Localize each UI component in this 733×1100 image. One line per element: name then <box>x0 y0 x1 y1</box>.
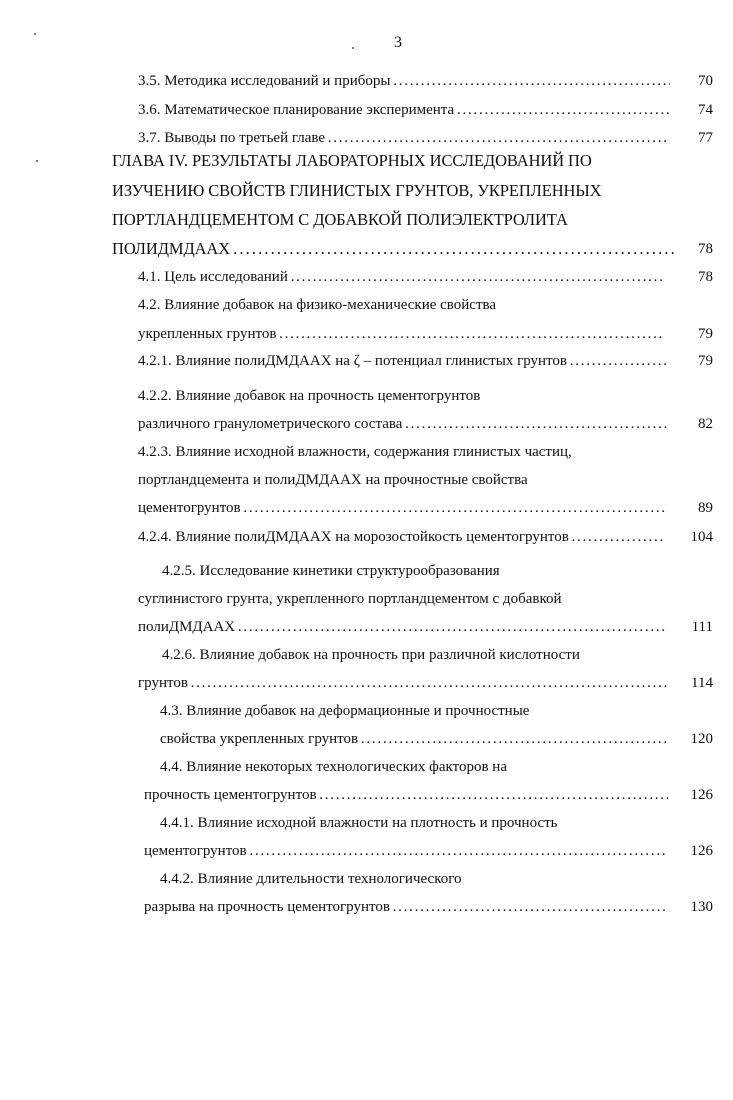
toc-entry-line: 4.2. Влияние добавок на физико-механические свойства <box>138 297 497 313</box>
toc-entry[interactable] <box>0 784 733 806</box>
chapter-title-line: ИЗУЧЕНИЮ СВОЙСТВ ГЛИНИСТЫХ ГРУНТОВ, УКРЕПЛЕННЫХ <box>112 181 602 200</box>
toc-entry-line: 4.4.1. Влияние исходной влажности на плотность и прочность <box>160 815 558 831</box>
page-number: 3 <box>394 34 402 51</box>
toc-entry[interactable] <box>0 526 733 548</box>
toc-entry-title: полиДМДААХ . . . <box>138 616 668 638</box>
toc-entry-title: ПОЛИДМДААХ . . . <box>112 238 674 260</box>
toc-page-number: 77 <box>698 130 713 146</box>
toc-page-number: 89 <box>698 500 713 516</box>
toc-entry-title: 3.5. Методика исследований и приборы . . . <box>138 70 670 92</box>
toc-page-number: 79 <box>698 326 713 342</box>
toc-entry[interactable] <box>0 616 733 638</box>
chapter-title-line: ГЛАВА IV. РЕЗУЛЬТАТЫ ЛАБОРАТОРНЫХ ИССЛЕДОВАНИЙ ПО <box>112 151 592 170</box>
toc-page-number: 79 <box>698 353 713 369</box>
toc-entry-line: 4.2.6. Влияние добавок на прочность при различной кислотности <box>162 647 580 663</box>
toc-entry-title: 4.2.1. Влияние полиДМДААХ на ζ – потенциал глинистых грунтов . . . <box>138 350 668 372</box>
toc-entry[interactable] <box>0 728 733 750</box>
toc-page-number: 126 <box>690 843 713 859</box>
toc-entry-line: 4.3. Влияние добавок на деформационные и прочностные <box>160 703 530 719</box>
toc-entry-title: свойства укрепленных грунтов . . . <box>160 728 668 750</box>
toc-page-number: 130 <box>690 899 713 915</box>
toc-entry-line: 4.2.5. Исследование кинетики структурообразования <box>162 563 500 579</box>
toc-entry[interactable] <box>0 99 733 121</box>
toc-entry-title: 4.2.4. Влияние полиДМДААХ на морозостойкость цементогрунтов . . . <box>138 526 666 548</box>
chapter-title-line: ПОРТЛАНДЦЕМЕНТОМ С ДОБАВКОЙ ПОЛИЭЛЕКТРОЛИТА <box>112 210 568 229</box>
toc-entry-title: 4.1. Цель исследований . . . <box>138 266 664 288</box>
scan-speck <box>34 33 36 35</box>
toc-entry-line: суглинистого грунта, укрепленного портландцементом с добавкой <box>138 591 562 607</box>
toc-entry-line: 4.4. Влияние некоторых технологических факторов на <box>160 759 507 775</box>
toc-entry-title: цементогрунтов . . . <box>144 840 668 862</box>
toc-entry-line: 4.2.3. Влияние исходной влажности, содержания глинистых частиц, <box>138 444 572 460</box>
toc-entry[interactable] <box>0 672 733 694</box>
toc-entry[interactable] <box>0 323 733 345</box>
toc-page-number: 70 <box>698 73 713 89</box>
toc-page-number: 120 <box>690 731 713 747</box>
toc-entry-title: 3.7. Выводы по третьей главе . . . <box>138 127 670 149</box>
toc-entry[interactable] <box>0 127 733 149</box>
toc-page-number: 114 <box>691 675 713 691</box>
toc-page-number: 104 <box>690 529 713 545</box>
toc-entry[interactable] <box>0 350 733 372</box>
toc-page-number: 111 <box>691 619 713 635</box>
toc-entry-title: прочность цементогрунтов . . . <box>144 784 668 806</box>
toc-entry[interactable] <box>0 70 733 92</box>
scan-speck <box>36 160 38 162</box>
toc-page-number: 78 <box>698 269 713 285</box>
toc-entry-title: цементогрунтов . . . <box>138 497 668 519</box>
toc-entry-title: различного гранулометрического состава . . . <box>138 413 668 435</box>
scan-speck <box>352 47 354 49</box>
toc-entry-line: 4.2.2. Влияние добавок на прочность цементогрунтов <box>138 388 481 404</box>
toc-page-number: 78 <box>698 241 713 257</box>
toc-entry[interactable] <box>0 840 733 862</box>
toc-entry[interactable] <box>0 413 733 435</box>
toc-entry[interactable] <box>0 266 733 288</box>
toc-entry-chapter[interactable] <box>0 238 733 260</box>
toc-entry-line: 4.4.2. Влияние длительности технологического <box>160 871 462 887</box>
toc-page-number: 74 <box>698 102 713 118</box>
toc-entry-title: укрепленных грунтов . . . <box>138 323 664 345</box>
toc-entry-title: грунтов . . . <box>138 672 668 694</box>
toc-entry[interactable] <box>0 896 733 918</box>
toc-entry-title: 3.6. Математическое планирование эксперимента . . . <box>138 99 670 121</box>
toc-entry-title: разрыва на прочность цементогрунтов . . . <box>144 896 668 918</box>
toc-page-number: 126 <box>690 787 713 803</box>
toc-entry[interactable] <box>0 497 733 519</box>
toc-page-number: 82 <box>698 416 713 432</box>
toc-entry-line: портландцемента и полиДМДААХ на прочностные свойства <box>138 472 528 488</box>
